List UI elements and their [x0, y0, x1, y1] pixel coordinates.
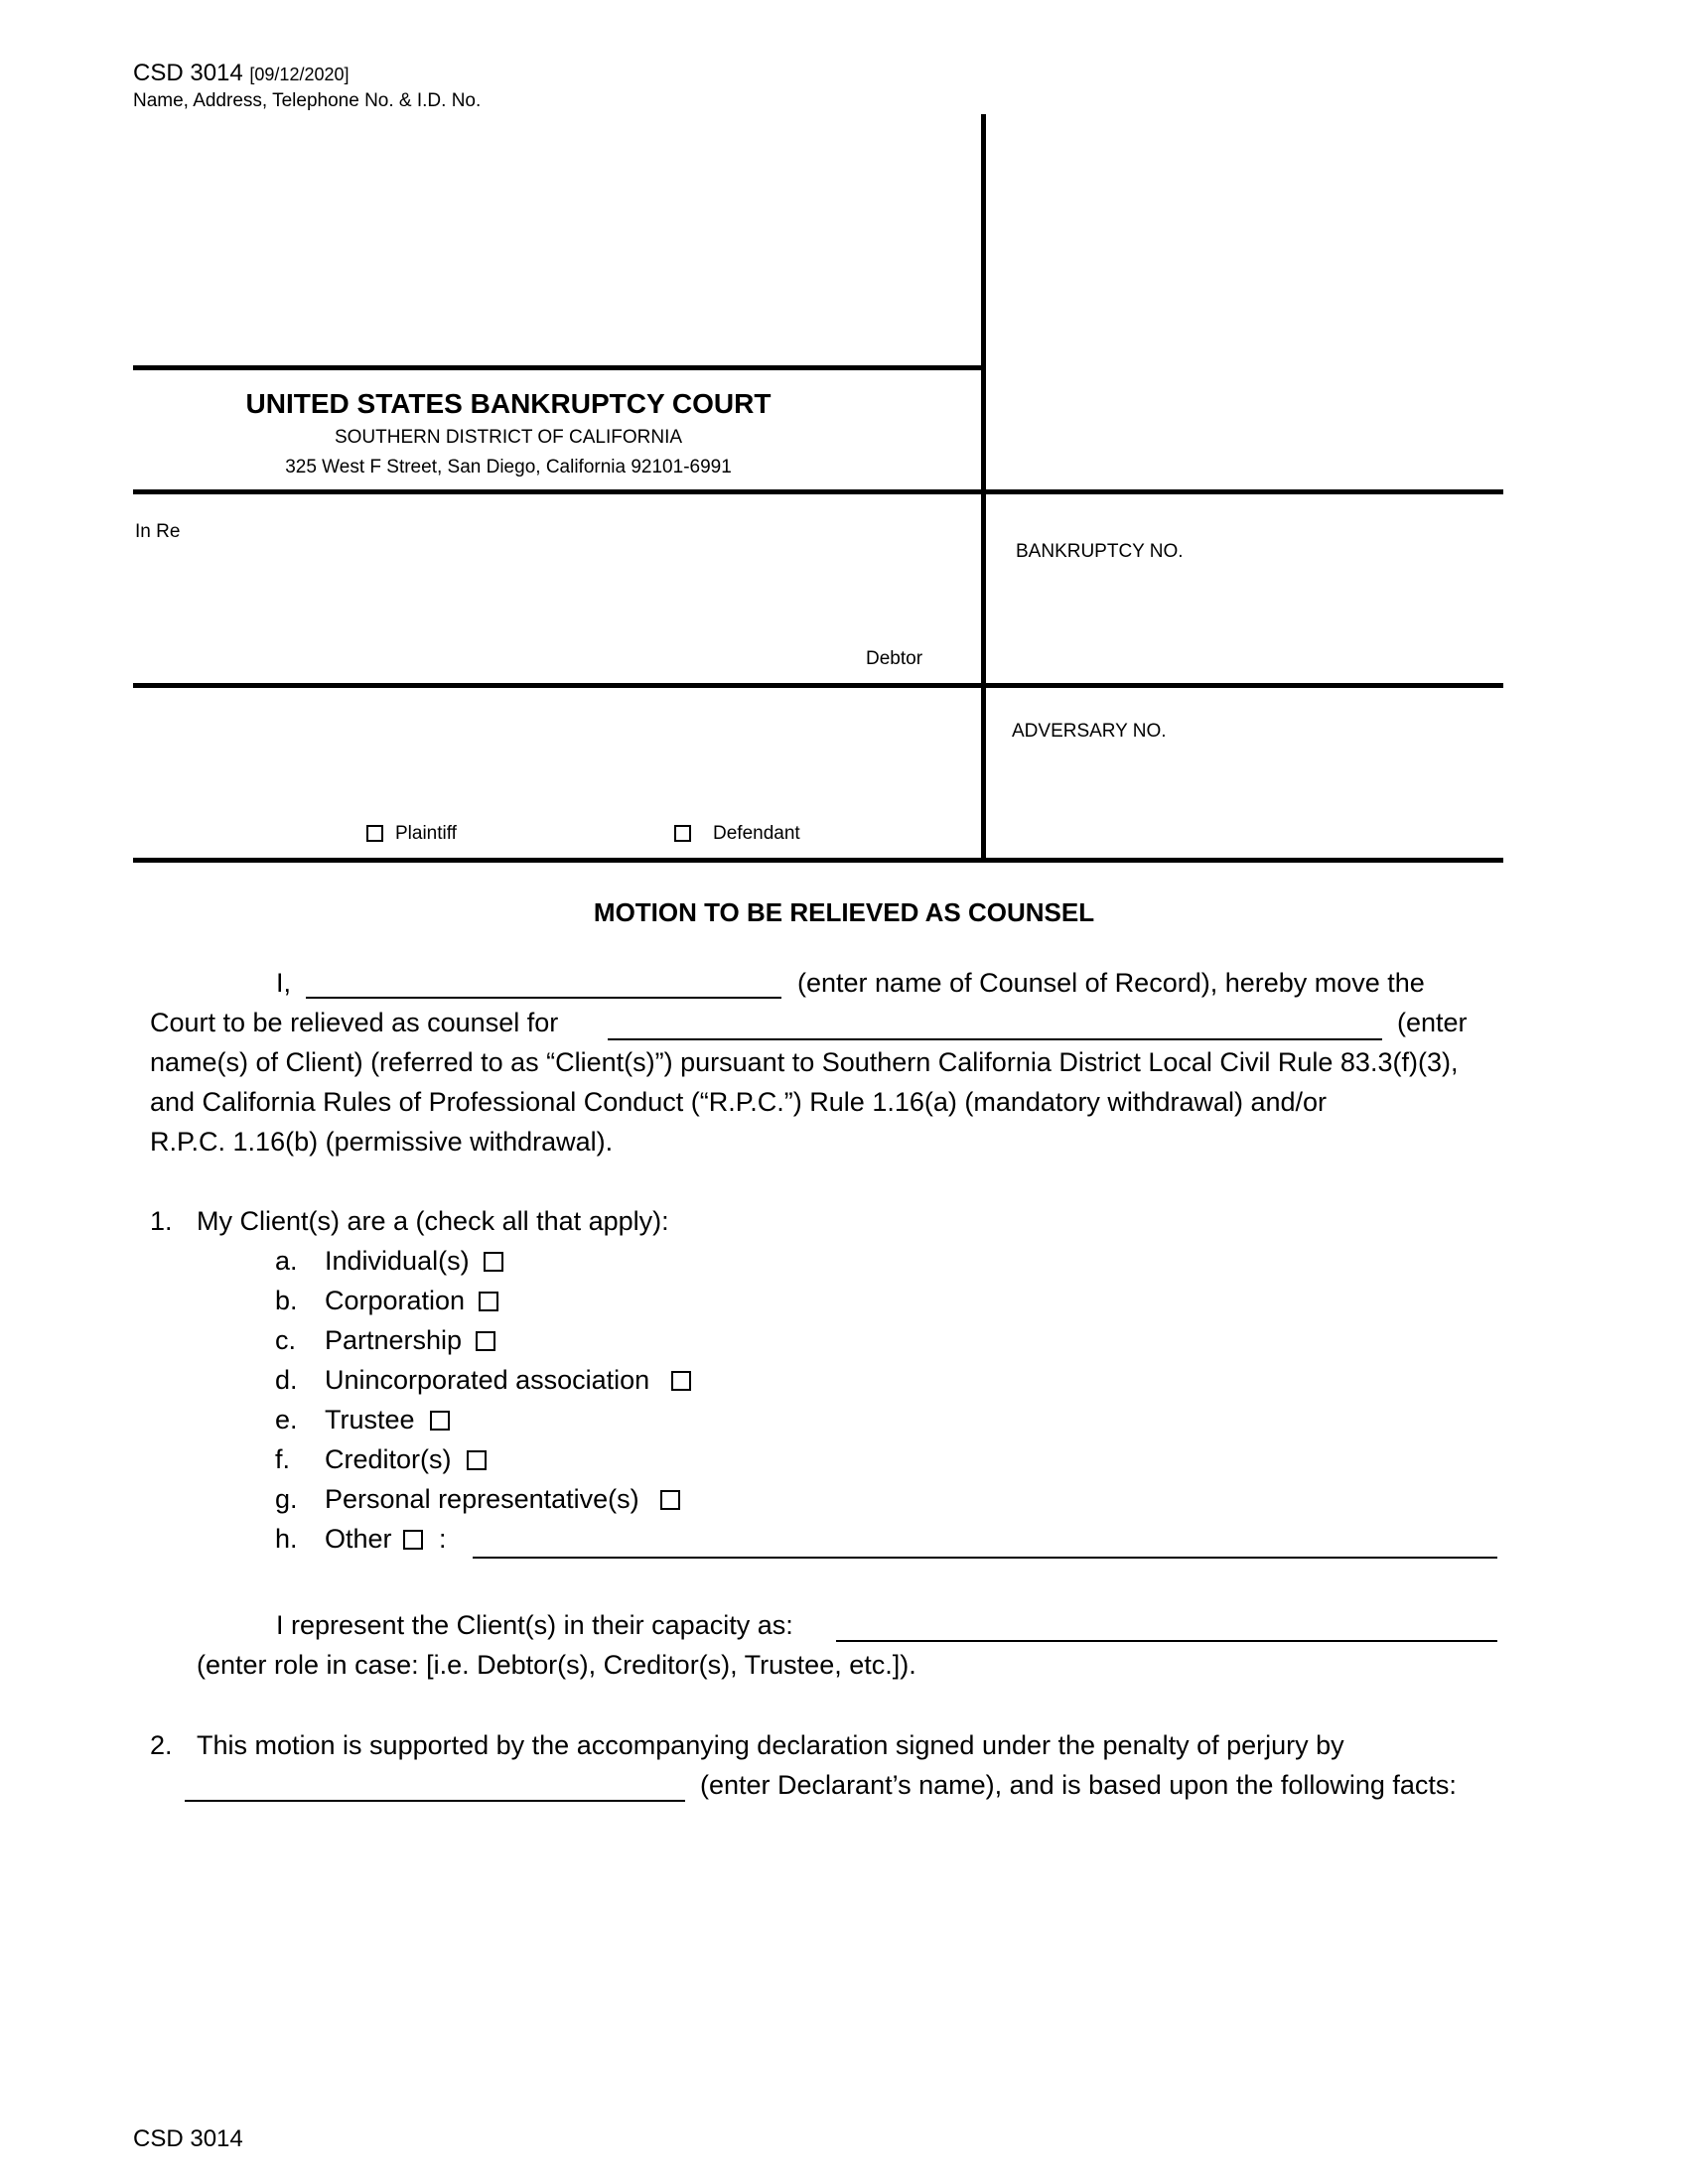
- creditor-checkbox[interactable]: [467, 1450, 487, 1470]
- intro-line-4: and California Rules of Professional Conduct (“R.P.C.”) Rule 1.16(a) (mandatory withdrawal) and/or: [150, 1087, 1328, 1117]
- item-label: Personal representative(s): [325, 1484, 639, 1514]
- caption-vertical-divider: [981, 114, 986, 862]
- court-name: UNITED STATES BANKRUPTCY COURT: [245, 388, 772, 419]
- item-letter: g.: [275, 1484, 298, 1514]
- item-letter: b.: [275, 1286, 298, 1315]
- other-text-line[interactable]: [473, 1557, 1497, 1559]
- footer-form-code: CSD 3014: [133, 2125, 243, 2152]
- court-district: SOUTHERN DISTRICT OF CALIFORNIA: [334, 427, 683, 448]
- partnership-checkbox[interactable]: [476, 1331, 495, 1351]
- other-colon: :: [439, 1524, 447, 1554]
- caption-rule-4: [133, 858, 1503, 863]
- attorney-label: Name, Address, Telephone No. & I.D. No.: [133, 90, 482, 111]
- item-label: Partnership: [325, 1325, 463, 1355]
- plaintiff-label: Plaintiff: [395, 823, 457, 844]
- intro-i: I,: [276, 968, 292, 998]
- document-title: MOTION TO BE RELIEVED AS COUNSEL: [593, 897, 1095, 927]
- section2-after-line: (enter Declarant’s name), and is based upon the following facts:: [700, 1770, 1457, 1800]
- form-date: [09/12/2020]: [249, 65, 350, 84]
- intro-enter: (enter: [1397, 1008, 1468, 1037]
- item-letter: f.: [275, 1444, 291, 1474]
- intro-after-counsel: (enter name of Counsel of Record), hereby move the: [797, 968, 1425, 998]
- item-label: Other: [325, 1524, 392, 1554]
- adversary-no-label: ADVERSARY NO.: [1012, 721, 1167, 742]
- section1-heading: My Client(s) are a (check all that apply):: [197, 1206, 669, 1236]
- item-label: Corporation: [325, 1286, 466, 1315]
- section2-number: 2.: [150, 1730, 173, 1760]
- item-label: Creditor(s): [325, 1444, 452, 1474]
- item-label: Unincorporated association: [325, 1365, 650, 1395]
- personal-representative-checkbox[interactable]: [660, 1490, 680, 1510]
- intro-court-relieved: Court to be relieved as counsel for: [150, 1008, 559, 1037]
- caption-rule-2: [133, 489, 1503, 494]
- capacity-hint: (enter role in case: [i.e. Debtor(s), Creditor(s), Trustee, etc.]).: [197, 1650, 916, 1680]
- intro-line-5: R.P.C. 1.16(b) (permissive withdrawal).: [150, 1127, 614, 1157]
- section1-number: 1.: [150, 1206, 173, 1236]
- defendant-label: Defendant: [713, 823, 800, 844]
- form-code-text: CSD 3014: [133, 60, 243, 86]
- item-letter: a.: [275, 1246, 298, 1276]
- trustee-checkbox[interactable]: [430, 1411, 450, 1431]
- individual-checkbox[interactable]: [484, 1252, 503, 1272]
- item-label: Trustee: [325, 1405, 415, 1434]
- debtor-label: Debtor: [866, 648, 923, 669]
- plaintiff-checkbox[interactable]: [366, 825, 383, 842]
- capacity-label: I represent the Client(s) in their capacity as:: [276, 1610, 793, 1640]
- corporation-checkbox[interactable]: [479, 1292, 498, 1311]
- intro-line-3: name(s) of Client) (referred to as “Client(s)”) pursuant to Southern California District Local Civil Rule 83.3(f)(3),: [150, 1047, 1459, 1077]
- unincorporated-association-checkbox[interactable]: [671, 1371, 691, 1391]
- declarant-name-line[interactable]: [185, 1800, 685, 1802]
- bankruptcy-no-label: BANKRUPTCY NO.: [1016, 541, 1184, 562]
- defendant-checkbox[interactable]: [674, 825, 691, 842]
- capacity-line[interactable]: [836, 1640, 1497, 1642]
- section2-text: This motion is supported by the accompanying declaration signed under the penalty of perjury by: [197, 1730, 1344, 1760]
- caption-rule-3: [133, 683, 1503, 688]
- form-code: [133, 60, 350, 87]
- other-checkbox[interactable]: [403, 1530, 423, 1550]
- item-letter: d.: [275, 1365, 298, 1395]
- client-name-line[interactable]: [608, 1038, 1382, 1040]
- item-letter: c.: [275, 1325, 297, 1355]
- item-letter: h.: [275, 1524, 298, 1554]
- counsel-name-line[interactable]: [306, 997, 781, 999]
- caption-rule-1: [133, 365, 983, 370]
- in-re-label: In Re: [135, 521, 181, 542]
- item-label: Individual(s): [325, 1246, 470, 1276]
- court-address: 325 West F Street, San Diego, California 92101-6991: [285, 457, 732, 478]
- item-letter: e.: [275, 1405, 298, 1434]
